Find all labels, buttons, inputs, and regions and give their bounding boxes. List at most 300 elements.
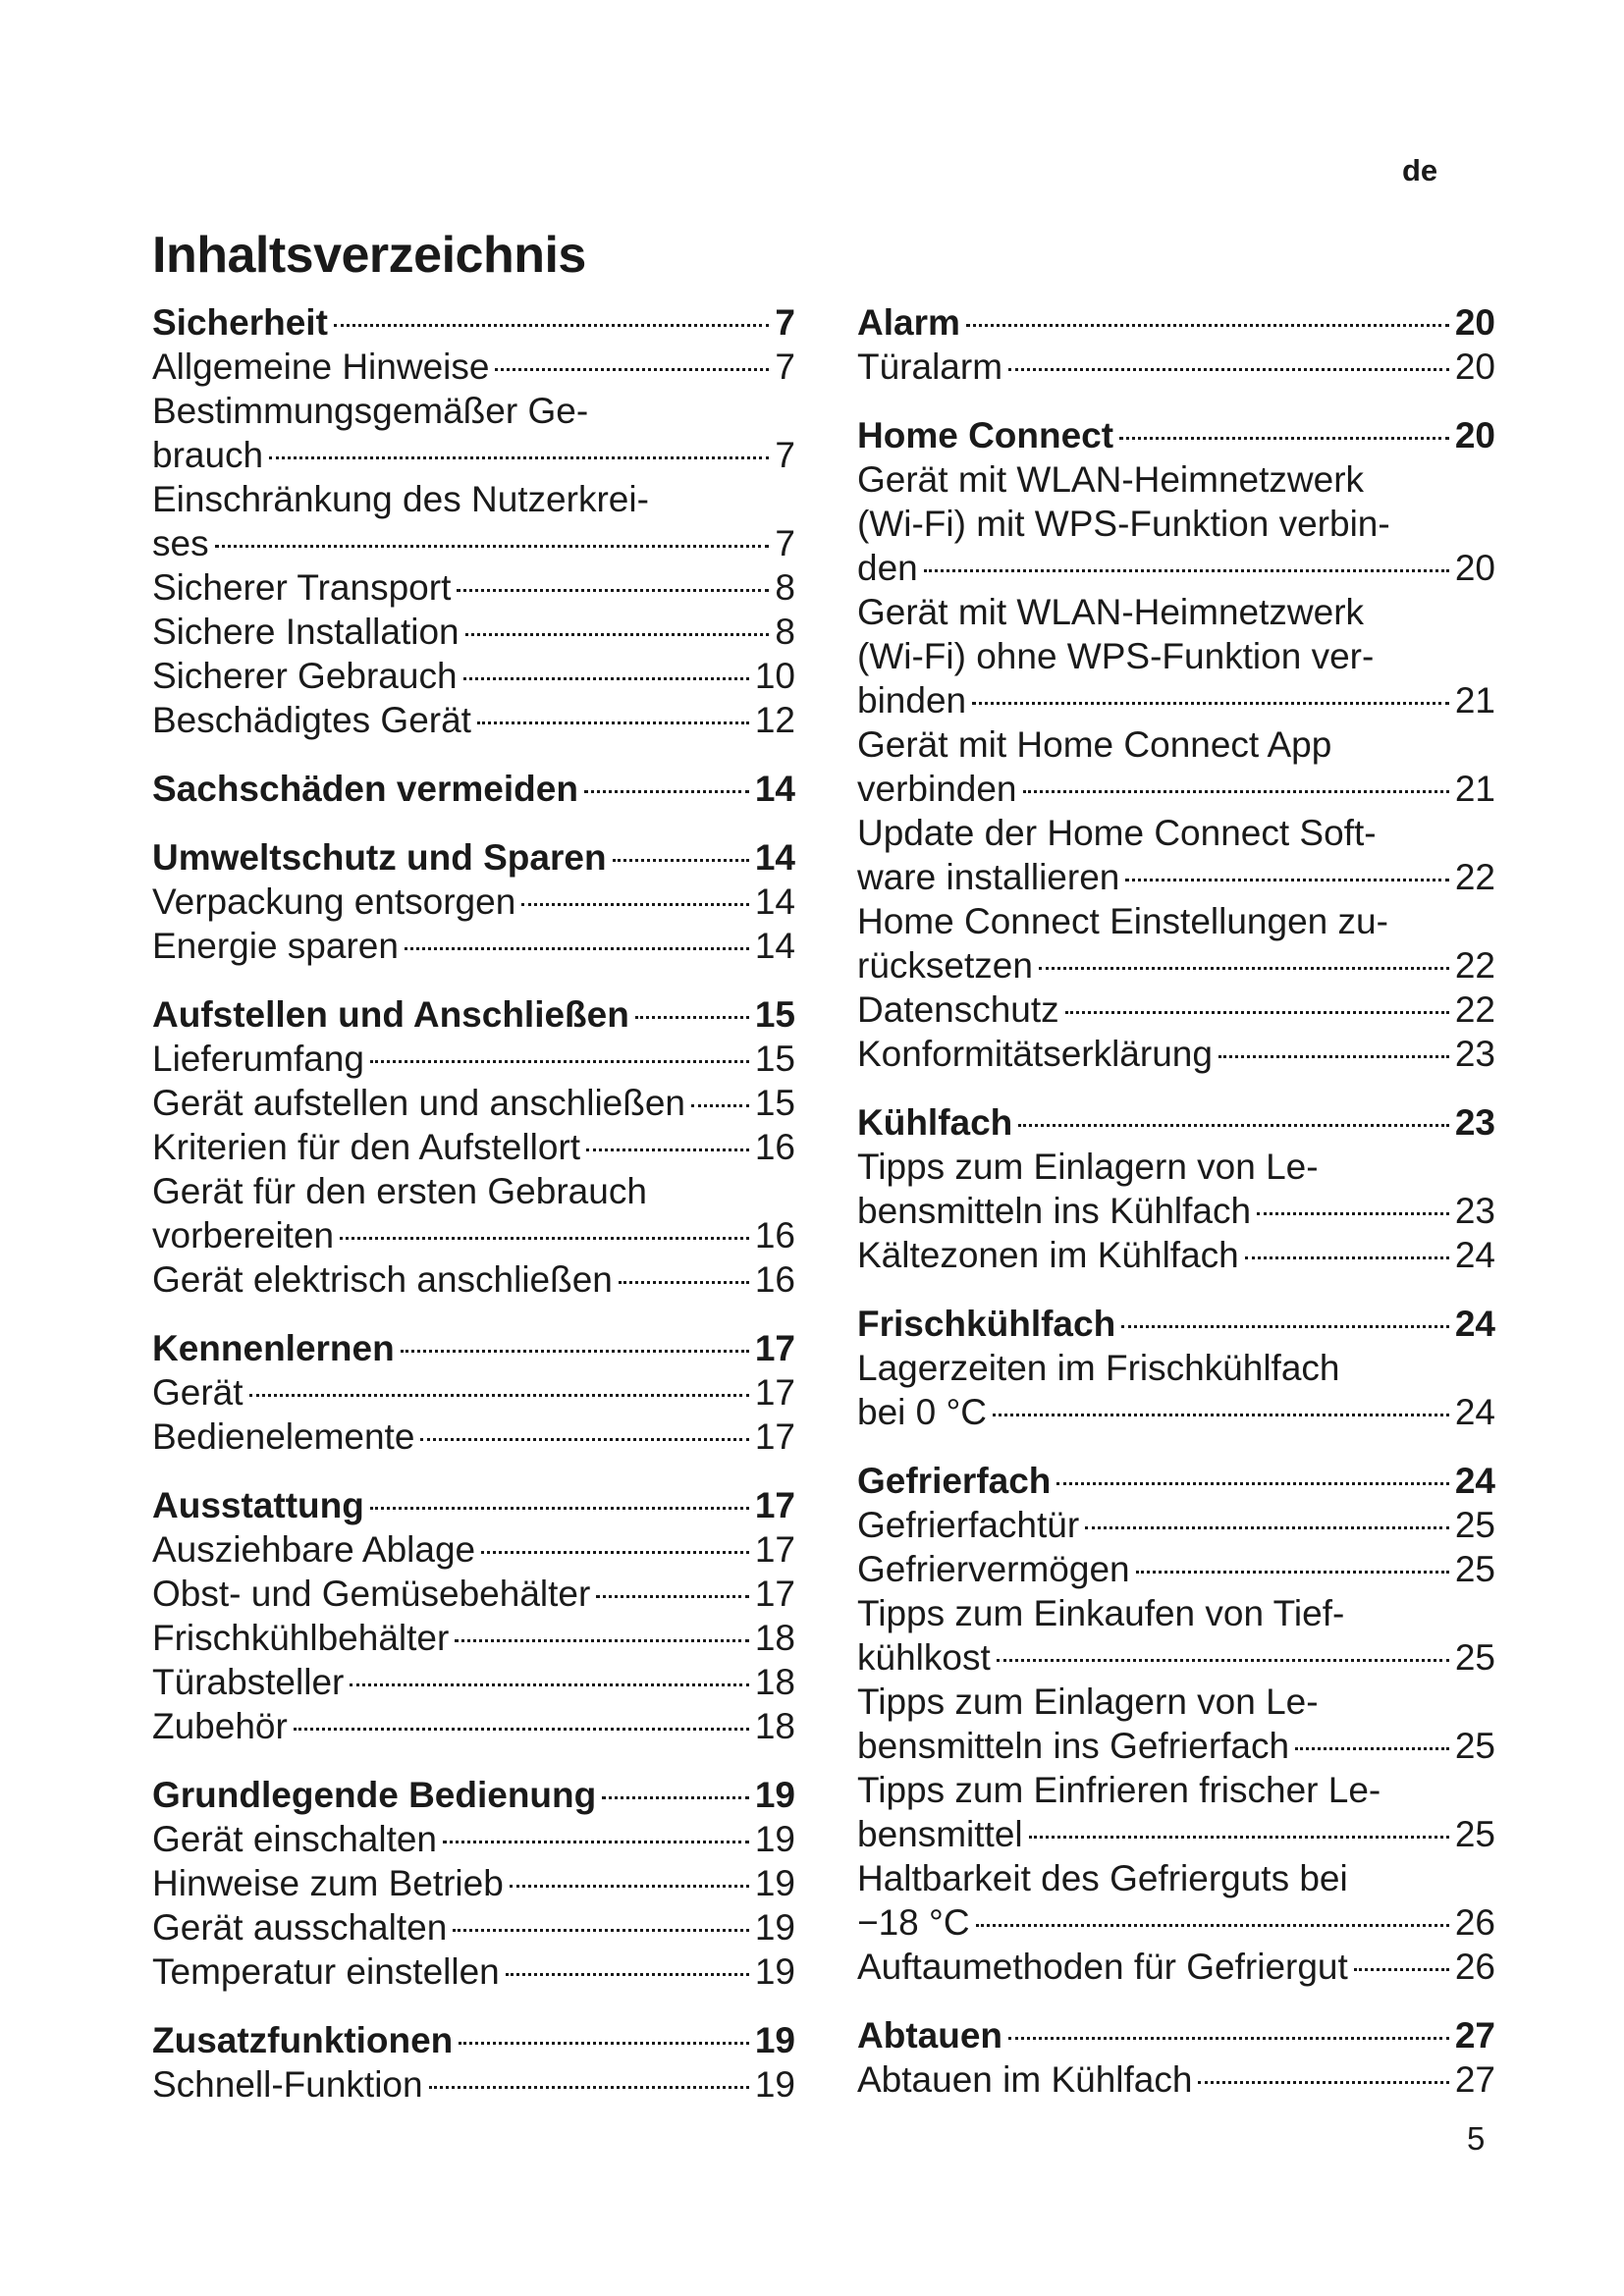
toc-entry-row [857,678,1495,722]
toc-entry-page: 17 [754,1529,795,1570]
toc-leader-dots [1136,1571,1449,1574]
toc-leader-dots [370,1060,749,1063]
toc-section [152,767,795,811]
toc-leader-dots [619,1281,749,1284]
toc-entry-line: Gerät mit WLAN-Heimnetzwerk [857,459,1365,500]
toc-leader-dots [1198,2081,1448,2084]
toc-entry-page: 19 [754,2064,795,2105]
toc-entry-line: Update der Home Connect Soft- [857,813,1377,853]
toc-entry-page: 22 [1454,857,1495,897]
toc-entry-row [857,943,1495,988]
toc-entry-row [152,924,795,968]
toc-leader-dots [506,1973,749,1976]
toc-section-title: Umweltschutz und Sparen [152,837,607,878]
toc-entry-row [152,1037,795,1081]
toc-entry[interactable] [857,811,1495,899]
toc-entry-row [152,880,795,924]
toc-entry-row [152,1370,795,1415]
toc-section-heading[interactable] [857,413,1495,457]
toc-section-heading[interactable] [857,1302,1495,1346]
toc-entry[interactable] [857,899,1495,988]
toc-entry[interactable] [152,1817,795,1861]
toc-entry[interactable] [152,345,795,389]
toc-entry-page: 20 [1454,347,1495,387]
toc-entry-text: rücksetzen [857,945,1033,986]
toc-entry-row [857,1900,1495,1945]
toc-entry-row [857,1945,1495,1989]
toc-entry[interactable] [152,1527,795,1572]
toc-leader-dots [401,1350,749,1353]
toc-entry-row [152,2062,795,2107]
toc-entry-text: bensmitteln ins Kühlfach [857,1191,1252,1231]
toc-leader-dots [602,1796,749,1799]
toc-entry-page: 19 [754,1863,795,1903]
toc-section [152,2018,795,2107]
toc-entry[interactable] [152,389,795,477]
toc-entry[interactable] [857,1591,1495,1680]
toc-leader-dots [350,1683,748,1686]
toc-entry[interactable] [857,1233,1495,1277]
toc-leader-dots [521,903,749,906]
page-number: 5 [1467,2120,1486,2157]
toc-entry-page: 23 [1454,1191,1495,1231]
toc-leader-dots [1023,790,1449,793]
toc-leader-dots [294,1728,749,1731]
toc-entry[interactable] [152,565,795,610]
toc-entry-line: Bestimmungsgemäßer Ge- [152,391,589,431]
toc-section-title: Sicherheit [152,302,328,343]
toc-entry[interactable] [152,1370,795,1415]
toc-leader-dots [443,1841,749,1843]
toc-entry-line: Lagerzeiten im Frischkühlfach [857,1348,1340,1388]
toc-entry-row [152,433,795,477]
toc-entry-text: Gefriervermögen [857,1549,1130,1589]
toc-entry-text: Allgemeine Hinweise [152,347,490,387]
toc-section-title: Grundlegende Bedienung [152,1775,597,1815]
toc-entry-text: Gefrierfachtür [857,1505,1080,1545]
toc-entry-row [152,1257,795,1302]
toc-section-heading[interactable] [857,300,1495,345]
toc-entry[interactable] [152,1905,795,1949]
toc-leader-dots [495,368,769,371]
toc-entry[interactable] [857,1768,1495,1856]
toc-leader-dots [269,456,769,459]
toc-leader-dots [370,1507,749,1510]
toc-entry-text: Sicherer Gebrauch [152,656,458,696]
toc-section-title: Ausstattung [152,1485,364,1525]
toc-section-page: 24 [1454,1304,1495,1344]
toc-entry-row [857,1724,1495,1768]
toc-leader-dots [1257,1212,1449,1215]
toc-leader-dots [976,1924,1449,1927]
toc-entry-row [857,1233,1495,1277]
toc-entry-page: 21 [1454,680,1495,721]
toc-leader-dots [1119,437,1449,440]
toc-entry[interactable] [152,1861,795,1905]
toc-leader-dots [455,1639,749,1642]
toc-entry-row [857,1635,1495,1680]
toc-entry[interactable] [152,2062,795,2107]
toc-leader-dots [510,1885,749,1888]
toc-leader-dots [215,545,770,548]
toc-leader-dots [1008,2037,1449,2040]
toc-section-heading[interactable] [152,1326,795,1370]
toc-leader-dots [477,721,749,724]
toc-section [152,835,795,968]
toc-section [152,1773,795,1994]
toc-section-heading[interactable] [152,300,795,345]
toc-entry-line: Tipps zum Einlagern von Le- [857,1682,1319,1722]
toc-entry-text: Abtauen im Kühlfach [857,2059,1193,2100]
toc-entry-row [152,1704,795,1748]
toc-leader-dots [1018,1124,1449,1127]
toc-entry-page: 25 [1454,1726,1495,1766]
toc-entry-page: 25 [1454,1814,1495,1854]
toc-entry-page: 22 [1454,945,1495,986]
toc-entry-text: Temperatur einstellen [152,1951,500,1992]
toc-section-title: Aufstellen und Anschließen [152,994,629,1035]
toc-entry-line: Gerät mit WLAN-Heimnetzwerk [857,592,1365,632]
toc-entry-page: 26 [1454,1947,1495,1987]
toc-entry[interactable] [857,1680,1495,1768]
toc-entry-page: 7 [775,347,795,387]
toc-entry-text: bensmittel [857,1814,1023,1854]
toc-entry-row [857,546,1495,590]
toc-section-title: Kennenlernen [152,1328,395,1368]
toc-entry[interactable] [152,654,795,698]
toc-section [857,2013,1495,2102]
toc-entry[interactable] [152,1616,795,1660]
toc-entry-row [857,1032,1495,1076]
toc-section-page: 15 [754,994,795,1035]
toc-entry-row [152,521,795,565]
toc-entry-text: kühlkost [857,1637,991,1678]
toc-entry-page: 17 [754,1372,795,1413]
toc-entry-row [152,1572,795,1616]
toc-entry-text: den [857,548,918,588]
toc-section [857,413,1495,1076]
toc-leader-dots [691,1104,749,1107]
toc-entry-page: 16 [754,1127,795,1167]
toc-section-title: Home Connect [857,415,1114,455]
toc-entry-text: Frischkühlbehälter [152,1618,450,1658]
toc-section-title: Abtauen [857,2015,1002,2056]
toc-entry[interactable] [857,1346,1495,1434]
toc-entry-page: 16 [754,1215,795,1255]
toc-entry[interactable] [152,1415,795,1459]
toc-entry-line: Einschränkung des Nutzerkrei- [152,479,649,519]
toc-entry-page: 12 [754,700,795,740]
toc-section-page: 19 [754,2020,795,2060]
toc-entry[interactable] [152,880,795,924]
toc-leader-dots [596,1595,749,1598]
toc-entry[interactable] [857,457,1495,590]
toc-entry-page: 8 [775,567,795,608]
toc-entry-text: bei 0 °C [857,1392,988,1432]
toc-entry-page: 15 [754,1039,795,1079]
toc-entry-page: 19 [754,1819,795,1859]
toc-entry-line: Tipps zum Einlagern von Le- [857,1147,1319,1187]
toc-entry-text: Gerät [152,1372,244,1413]
toc-section-page: 17 [754,1328,795,1368]
toc-entry-row [857,855,1495,899]
toc-entry-line: Gerät mit Home Connect App [857,724,1332,765]
toc-entry-row [857,1547,1495,1591]
toc-section-title: Gefrierfach [857,1461,1052,1501]
toc-leader-dots [405,947,749,950]
toc-entry-text: brauch [152,435,264,475]
toc-entry[interactable] [152,1704,795,1748]
toc-entry-page: 15 [754,1083,795,1123]
toc-leader-dots [1121,1325,1449,1328]
toc-entry-text: Gerät ausschalten [152,1907,448,1948]
toc-leader-dots [635,1016,749,1019]
toc-entry[interactable] [152,924,795,968]
toc-section-page: 17 [754,1485,795,1525]
toc-entry-text: Sichere Installation [152,612,460,652]
toc-leader-dots [966,324,1449,327]
page-title: Inhaltsverzeichnis [152,227,586,284]
toc-entry-page: 18 [754,1618,795,1658]
toc-entry-text: Gerät aufstellen und anschließen [152,1083,686,1123]
toc-entry-row [152,565,795,610]
toc-entry-page: 25 [1454,1637,1495,1678]
toc-entry[interactable] [857,1032,1495,1076]
toc-entry-text: Konformitätserklärung [857,1034,1213,1074]
toc-entry-text: vorbereiten [152,1215,335,1255]
toc-entry-page: 14 [754,926,795,966]
toc-entry-row [152,698,795,742]
toc-entry-text: Türalarm [857,347,1003,387]
toc-entry-row [152,610,795,654]
toc-entry-row [857,1503,1495,1547]
toc-leader-dots [457,589,769,592]
toc-section-heading[interactable] [857,1459,1495,1503]
toc-entry-line: Gerät für den ersten Gebrauch [152,1171,647,1211]
toc-section-page: 23 [1454,1102,1495,1143]
toc-entry-text: Gerät elektrisch anschließen [152,1259,613,1300]
toc-section-page: 7 [775,302,795,343]
toc-entry-text: Verpackung entsorgen [152,881,516,922]
toc-entry-page: 20 [1454,548,1495,588]
toc-section-title: Sachschäden vermeiden [152,769,578,809]
toc-entry[interactable] [857,722,1495,811]
toc-entry[interactable] [152,698,795,742]
toc-entry-text: Bedienelemente [152,1416,415,1457]
toc-section [152,1483,795,1748]
toc-section-page: 20 [1454,302,1495,343]
toc-entry[interactable] [857,1547,1495,1591]
toc-section-title: Zusatzfunktionen [152,2020,454,2060]
toc-section [152,992,795,1302]
toc-entry-page: 18 [754,1706,795,1746]
toc-section [152,1326,795,1459]
toc-entry-text: Ausziehbare Ablage [152,1529,476,1570]
toc-entry-page: 21 [1454,769,1495,809]
toc-leader-dots [924,569,1449,572]
toc-leader-dots [420,1438,748,1441]
toc-entry-page: 23 [1454,1034,1495,1074]
toc-leader-dots [463,677,749,680]
toc-entry[interactable] [152,1257,795,1302]
toc-entry-row [152,1213,795,1257]
toc-entry-text: Obst- und Gemüsebehälter [152,1574,591,1614]
toc-entry-row [152,1527,795,1572]
toc-section-heading[interactable] [857,1100,1495,1145]
toc-leader-dots [453,1929,749,1932]
toc-leader-dots [465,633,770,636]
toc-entry-page: 7 [775,523,795,563]
toc-entry-text: ware installieren [857,857,1120,897]
toc-leader-dots [1218,1055,1449,1058]
toc-section-heading[interactable] [152,992,795,1037]
toc-entry-row [152,654,795,698]
toc-entry-text: Lieferumfang [152,1039,364,1079]
toc-entry-row [857,1812,1495,1856]
toc-leader-dots [1029,1836,1449,1839]
toc-entry-text: ses [152,523,209,563]
toc-entry-text: Schnell-Funktion [152,2064,423,2105]
toc-entry-row [152,1125,795,1169]
toc-entry-page: 7 [775,435,795,475]
toc-leader-dots [334,324,770,327]
toc-entry-page: 18 [754,1662,795,1702]
toc-section-heading[interactable] [152,2018,795,2062]
toc-entry-row [857,767,1495,811]
toc-entry[interactable] [152,1125,795,1169]
toc-section-page: 27 [1454,2015,1495,2056]
toc-entry-row [152,1861,795,1905]
toc-entry-page: 25 [1454,1549,1495,1589]
toc-entry[interactable] [857,1503,1495,1547]
toc-section [857,300,1495,389]
toc-leader-dots [459,2042,749,2045]
toc-entry-text: Hinweise zum Betrieb [152,1863,504,1903]
toc-entry[interactable] [152,1572,795,1616]
toc-entry[interactable] [152,1660,795,1704]
toc-leader-dots [613,859,749,862]
toc-entry-line: (Wi-Fi) ohne WPS-Funktion ver- [857,636,1375,676]
toc-entry[interactable] [152,1081,795,1125]
toc-entry[interactable] [152,1169,795,1257]
toc-section-page: 14 [754,837,795,878]
toc-entry-page: 24 [1454,1235,1495,1275]
toc-section [857,1459,1495,1989]
toc-entry[interactable] [857,988,1495,1032]
toc-entry-line: Tipps zum Einfrieren frischer Le- [857,1770,1381,1810]
toc-column-left [152,300,795,2131]
toc-entry-page: 16 [754,1259,795,1300]
toc-section-heading[interactable] [152,1773,795,1817]
toc-section [857,1100,1495,1277]
toc-entry-row [857,2057,1495,2102]
toc-leader-dots [1085,1526,1449,1529]
toc-leader-dots [1295,1747,1449,1750]
toc-leader-dots [972,702,1449,705]
toc-entry-row [857,1189,1495,1233]
toc-section-title: Kühlfach [857,1102,1013,1143]
toc-entry[interactable] [152,477,795,565]
toc-leader-dots [1039,967,1449,970]
toc-entry[interactable] [857,590,1495,722]
toc-leader-dots [340,1237,749,1240]
toc-entry[interactable] [857,1856,1495,1945]
toc-entry-row [152,1817,795,1861]
toc-leader-dots [1008,368,1449,371]
toc-entry[interactable] [152,610,795,654]
language-label: de [1402,153,1438,187]
toc-entry-text: Gerät einschalten [152,1819,438,1859]
toc-entry-text: −18 °C [857,1902,970,1943]
toc-leader-dots [1354,1968,1449,1971]
toc-entry-page: 14 [754,881,795,922]
toc-section-heading[interactable] [152,1483,795,1527]
toc-entry-page: 19 [754,1907,795,1948]
toc-entry-line: Home Connect Einstellungen zu- [857,901,1388,941]
toc-entry[interactable] [857,2057,1495,2102]
toc-leader-dots [997,1659,1449,1662]
toc-section-heading[interactable] [857,2013,1495,2057]
toc-entry-text: Kriterien für den Aufstellort [152,1127,580,1167]
toc-entry-row [152,1081,795,1125]
toc-entry-row [857,345,1495,389]
toc-entry-row [152,1660,795,1704]
toc-section-heading[interactable] [152,767,795,811]
toc-section-page: 19 [754,1775,795,1815]
toc-section [152,300,795,742]
toc-entry-text: verbinden [857,769,1017,809]
toc-entry-text: Beschädigtes Gerät [152,700,471,740]
toc-entry-page: 17 [754,1416,795,1457]
toc-leader-dots [429,2086,749,2089]
toc-section-page: 20 [1454,415,1495,455]
toc-entry[interactable] [857,1945,1495,1989]
toc-leader-dots [584,790,749,793]
toc-entry[interactable] [857,1145,1495,1233]
toc-entry-text: binden [857,680,967,721]
toc-section-heading[interactable] [152,835,795,880]
toc-section [857,1302,1495,1434]
toc-leader-dots [586,1148,749,1151]
toc-entry-line: Haltbarkeit des Gefrierguts bei [857,1858,1348,1898]
toc-entry-text: Energie sparen [152,926,399,966]
toc-entry-text: Sicherer Transport [152,567,452,608]
toc-entry-page: 8 [775,612,795,652]
toc-section-title: Frischkühlfach [857,1304,1116,1344]
toc-entry-page: 24 [1454,1392,1495,1432]
toc-leader-dots [1065,1011,1449,1014]
toc-entry[interactable] [152,1037,795,1081]
toc-entry-row [152,1415,795,1459]
toc-entry-row [152,1616,795,1660]
toc-entry-row [152,345,795,389]
toc-entry[interactable] [857,345,1495,389]
toc-leader-dots [1245,1256,1449,1259]
toc-entry[interactable] [152,1949,795,1994]
toc-entry-page: 26 [1454,1902,1495,1943]
toc-entry-text: Auftaumethoden für Gefriergut [857,1947,1348,1987]
toc-entry-page: 10 [754,656,795,696]
toc-entry-page: 27 [1454,2059,1495,2100]
toc-entry-page: 19 [754,1951,795,1992]
toc-entry-line: (Wi-Fi) mit WPS-Funktion verbin- [857,504,1390,544]
toc-entry-page: 22 [1454,989,1495,1030]
toc-section-page: 24 [1454,1461,1495,1501]
toc-entry-row [152,1949,795,1994]
toc-leader-dots [1125,879,1448,881]
toc-section-title: Alarm [857,302,960,343]
toc-entry-line: Tipps zum Einkaufen von Tief- [857,1593,1345,1633]
